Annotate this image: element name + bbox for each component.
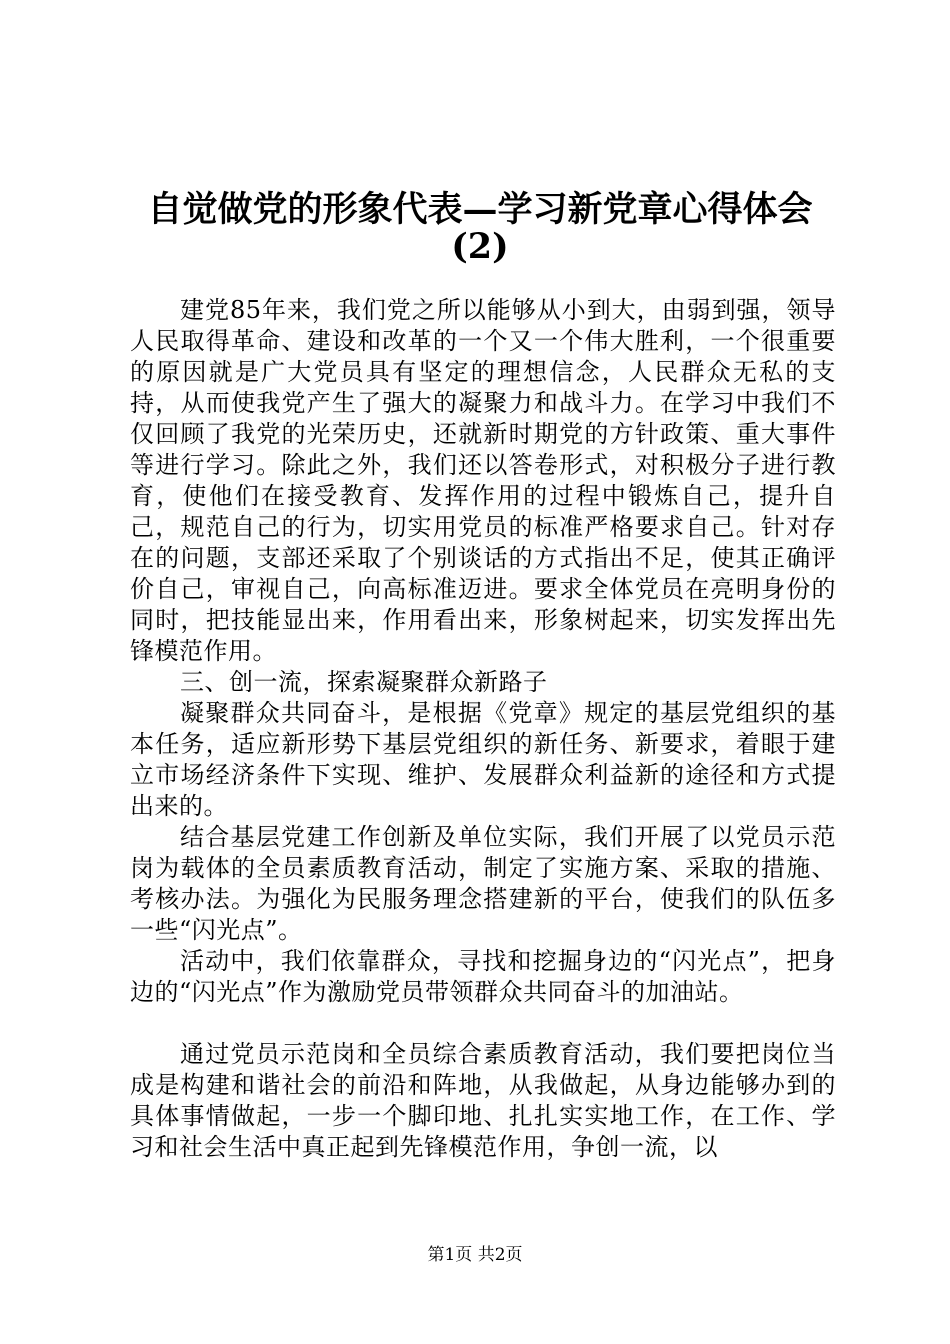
document-body [130,295,836,1163]
paragraph: 通过党员示范岗和全员综合素质教育活动，我们要把岗位当成是构建和谐社会的前沿和阵地，从我做起，从身边能够办到的具体事情做起，一步一个脚印地、扎扎实实地工作，在工作、学习和社会生活中真正起到先锋模范作用，争创一流，以 [130,1040,836,1161]
paragraph: 建党85年来，我们党之所以能够从小到大，由弱到强，领导人民取得革命、建设和改革的一个又一个伟大胜利，一个很重要的原因就是广大党员具有坚定的理想信念，人民群众无私的支持，从而使我党产生了强大的凝聚力和战斗力。在学习中我们不仅回顾了我党的光荣历史，还就新时期党的方针政策、重大事件等进行学习。除此之外，我们还以答卷形式，对积极分子进行教育，使他们在接受教育、发挥作用的过程中锻炼自己，提升自己，规范自己的行为，切实用党员的标准严格要求自己。针对存在的问题，支部还采取了个别谈话的方式指出不足，使其正确评价自己，审视自己，向高标准迈进。要求全体党员在亮明身份的同时，把技能显出来，作用看出来，形象树起来，切实发挥出先锋模范作用。 [130,296,836,665]
document-title-suffix: (2) [451,226,509,267]
page-number: 第1页 共2页 [427,1245,523,1265]
document-title: 自觉做党的形象代表—学习新党章心得体会 [147,189,813,230]
section-heading: 三、创一流，探索凝聚群众新路子 [180,668,548,696]
paragraph: 结合基层党建工作创新及单位实际，我们开展了以党员示范岗为载体的全员素质教育活动，制定了实施方案、采取的措施、考核办法。为强化为民服务理念搭建新的平台，使我们的队伍多一些“闪光点”。 [130,823,836,944]
paragraph: 凝聚群众共同奋斗，是根据《党章》规定的基层党组织的基本任务，适应新形势下基层党组织的新任务、新要求，着眼于建立市场经济条件下实现、维护、发展群众利益新的途径和方式提出来的。 [130,699,836,820]
paragraph: 活动中，我们依靠群众，寻找和挖掘身边的“闪光点”，把身边的“闪光点”作为激励党员带领群众共同奋斗的加油站。 [130,947,836,1006]
